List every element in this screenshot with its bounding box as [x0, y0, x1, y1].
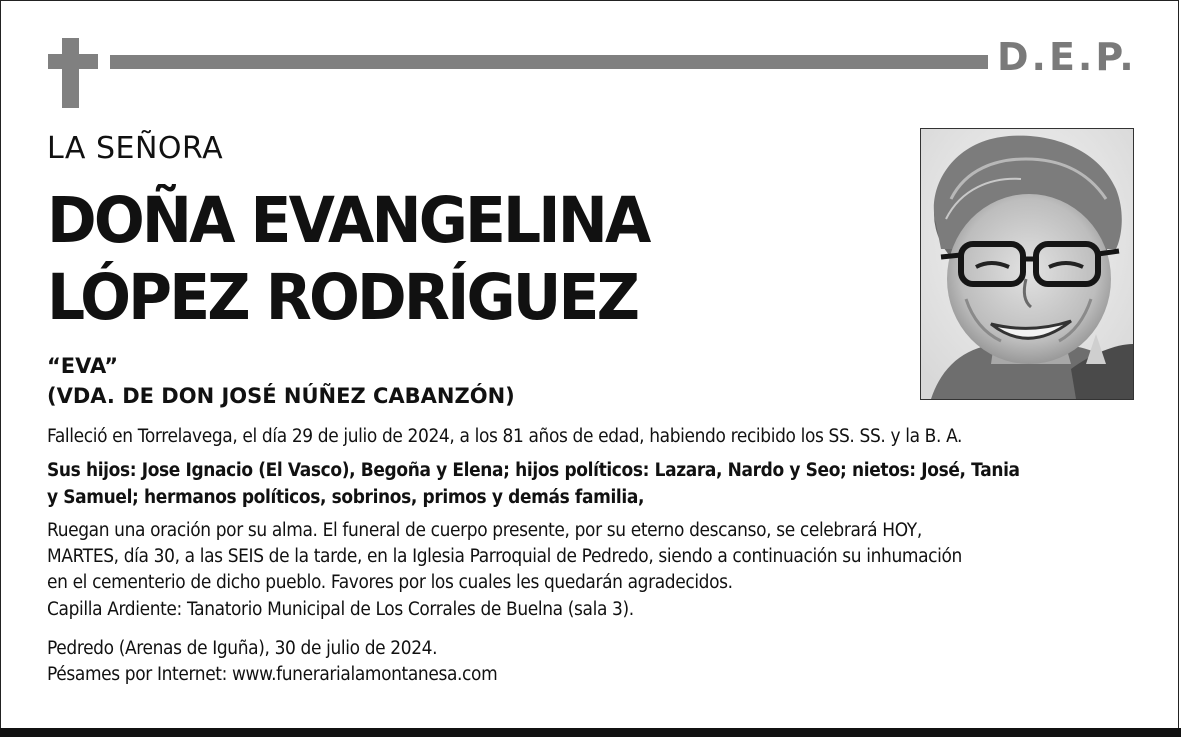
name-line-1: DOÑA EVANGELINA	[47, 184, 649, 257]
prayer-line-1: Ruegan una oración por su alma. El funeral de cuerpo presente, por su eterno descanso, se celebrará HOY,	[47, 520, 922, 541]
nickname: “EVA”	[47, 354, 119, 378]
place-date: Pedredo (Arenas de Iguña), 30 de julio de 2024.	[47, 638, 438, 659]
family-line-1: Sus hijos: Jose Ignacio (El Vasco), Begoña y Elena; hijos políticos: Lazara, Nardo y Seo; nietos: José, Tania	[47, 460, 1020, 481]
title-label: LA SEÑORA	[47, 131, 224, 166]
widow-of: (VDA. DE DON JOSÉ NÚÑEZ CABANZÓN)	[47, 384, 515, 408]
cross-icon-bar	[48, 54, 98, 69]
portrait-image	[921, 129, 1133, 399]
dep-label: D.E.P.	[997, 35, 1137, 79]
bottom-border	[0, 728, 1181, 737]
condolences-web: Pésames por Internet: www.funerarialamontanesa.com	[47, 664, 498, 685]
cross-icon	[62, 38, 79, 108]
prayer-line-3: en el cementerio de dicho pueblo. Favores por los cuales les quedarán agradecidos.	[47, 572, 733, 593]
chapel-info: Capilla Ardiente: Tanatorio Municipal de Los Corrales de Buelna (sala 3).	[47, 599, 634, 620]
name-line-2: LÓPEZ RODRÍGUEZ	[47, 261, 638, 334]
prayer-line-2: MARTES, día 30, a las SEIS de la tarde, en la Iglesia Parroquial de Pedredo, siendo a continuación su inhumación	[47, 546, 962, 567]
death-notice: Falleció en Torrelavega, el día 29 de julio de 2024, a los 81 años de edad, habiendo recibido los SS. SS. y la B. A.	[47, 426, 963, 447]
family-line-2: y Samuel; hermanos políticos, sobrinos, primos y demás familia,	[47, 487, 645, 508]
portrait-photo	[920, 128, 1134, 400]
header-rule	[110, 55, 988, 69]
